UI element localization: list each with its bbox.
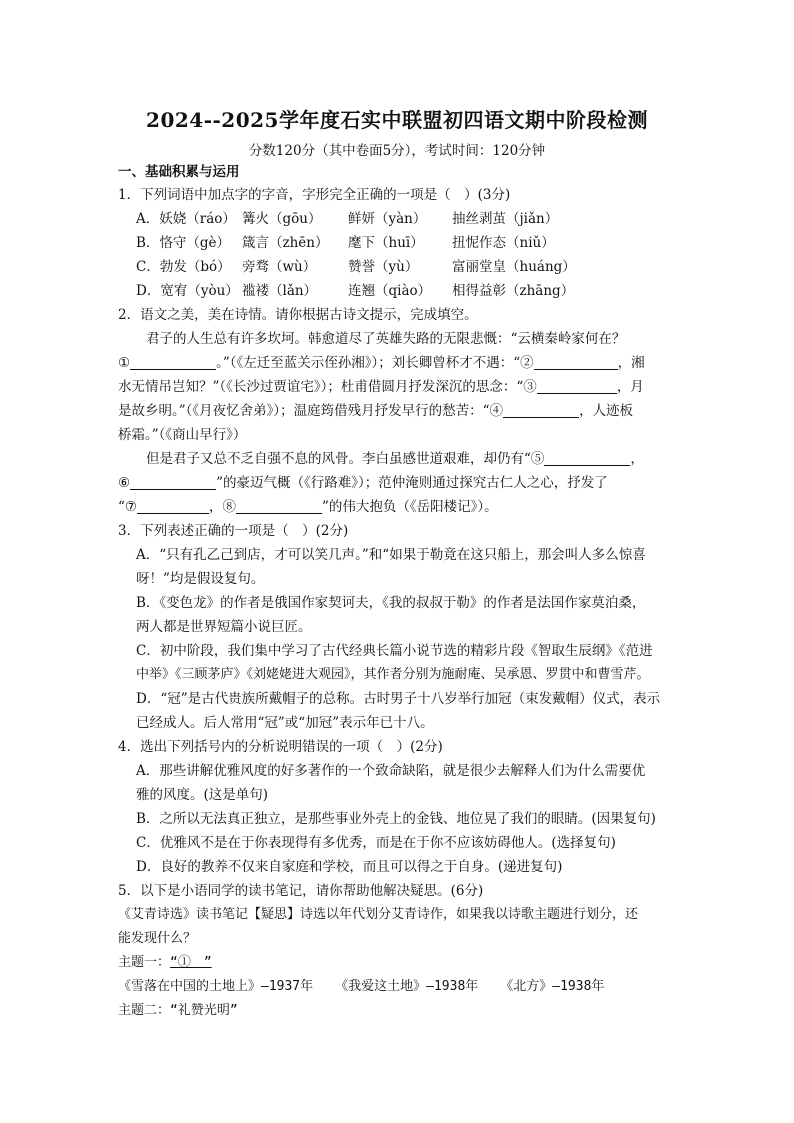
q1-a-4: 抽丝剥茧（jiǎn） — [452, 211, 559, 227]
q2-blank-6[interactable] — [130, 473, 216, 490]
q2-blank-1[interactable] — [130, 353, 216, 370]
q1-option-b — [118, 231, 678, 255]
q1-d-4: 相得益彰（zhāng） — [452, 283, 575, 299]
q3-option-c-line1: C．初中阶段，我们集中学习了古代经典长篇小说节选的精彩片段《智取生辰纲》《范进 — [136, 643, 653, 659]
q2-label-6: ⑥ — [118, 475, 131, 491]
q1-b-2: 箴言（zhēn） — [242, 235, 329, 251]
q5-work-2: 《我爱这土地》—1938年 — [335, 979, 479, 994]
q2-text-6: ”的豪迈气概（《行路难》）；范仲淹则通过探究古仁人之心，抒发了 — [216, 475, 608, 491]
q2-p2-line1 — [118, 447, 678, 471]
q1-c-3: 赞誉（yù） — [348, 259, 419, 275]
q1-d-3: 连翘（qiào） — [348, 283, 432, 299]
q2-text-4b: ，人迹板 — [579, 403, 634, 419]
q1-d-1: D．宽宥（yòu） — [136, 283, 239, 299]
q2-blank-2[interactable] — [534, 353, 618, 370]
q2-p1-line5: 桥霜。”（《商山早行》） — [118, 427, 247, 443]
q1-option-c — [118, 255, 678, 279]
q2-p1-line4 — [118, 399, 678, 423]
q5-theme1 — [118, 951, 678, 975]
q1-c-2: 旁骛（wù） — [242, 259, 317, 275]
q2-p2-line2 — [118, 471, 678, 495]
q3-stem: 3．下列表述正确的一项是（ ）(2分) — [118, 523, 349, 539]
q2-label-7: “⑦ — [118, 499, 138, 515]
q2-blank-4[interactable] — [503, 401, 579, 418]
q1-c-4: 富丽堂皇（huáng） — [452, 259, 576, 275]
q2-p1-line1: 君子的人生总有许多坎坷。韩愈道尽了英雄失路的无限悲慨：“云横秦岭家何在？ — [146, 331, 626, 347]
q1-c-1: C．勃发（bó） — [136, 259, 231, 275]
q1-a-1: A．妖娆（ráo） — [136, 211, 236, 227]
q2-text-5b: ， — [630, 451, 644, 467]
q5-theme1-blank[interactable]: “① ” — [170, 955, 212, 970]
q3-option-a-line2: 呀！”均是假设复句。 — [136, 571, 265, 587]
q3-option-d-line2: 已经成人。后人常用“冠”或“加冠”表示年已十八。 — [136, 715, 434, 731]
q2-text-3b: ，月 — [616, 379, 644, 395]
q2-label-8: ，⑧ — [209, 499, 237, 515]
q1-option-a — [118, 207, 678, 231]
q2-stem: 2．语文之美，美在诗情。请你根据古诗文提示，完成填空。 — [118, 307, 478, 323]
q2-blank-5[interactable] — [544, 449, 630, 466]
q2-text-3: 水无情吊岂知？”（《长沙过贾谊宅》）；杜甫借圆月抒发深沉的思念：“③ — [118, 379, 537, 395]
q1-stem: 1．下列词语中加点字的字音，字形完全正确的一项是（ ）(3分) — [118, 187, 511, 203]
q1-b-4: 扭怩作态（niǔ） — [452, 235, 555, 251]
q4-option-a-line1: A．那些讲解优雅风度的好多著作的一个致命缺陷，就是很少去解释人们为什么需要优 — [136, 763, 646, 779]
q5-theme2 — [118, 999, 678, 1023]
q5-theme1-label: 主题一： — [118, 955, 171, 970]
q4-option-a-line2: 雅的风度。(这是单句) — [136, 787, 269, 803]
q2-text-2b: ，湘 — [617, 355, 645, 371]
q4-option-d: D．良好的教养不仅来自家庭和学校，而且可以得之于自身。(递进复句) — [136, 859, 563, 875]
q5-stem: 5．以下是小语同学的读书笔记，请你帮助他解决疑思。(6分) — [118, 883, 484, 899]
q4-option-b: B．之所以无法真正独立，是那些事业外壳上的金钱、地位晃了我们的眼睛。(因果复句) — [136, 811, 656, 827]
q5-work-3: 《北方》—1938年 — [500, 979, 605, 994]
q2-blank-3[interactable] — [537, 377, 617, 394]
q1-option-d — [118, 279, 678, 303]
q2-blank-7[interactable] — [137, 497, 209, 514]
q2-text-2: 。”（《左迁至蓝关示侄孙湘》）；刘长卿曾杯才不遇：“② — [216, 355, 534, 371]
exam-subtitle: 分数120分（其中卷面5分），考试时间：120分钟 — [248, 143, 546, 159]
q2-text-4: 是故乡明。”（《月夜忆舍弟》）；温庭筠借残月抒发早行的愁苦：“④ — [118, 403, 504, 419]
q2-text-8: ”的伟大抱负（《岳阳楼记》）。 — [322, 499, 498, 515]
q2-blank-8[interactable] — [236, 497, 322, 514]
q5-theme2-value: “礼赞光明” — [170, 1003, 238, 1018]
q3-option-c-line2: 中举》《三顾茅庐》《刘姥姥进大观园》，其作者分别为施耐庵、吴承恩、罗贯中和曹雪芹。 — [136, 667, 650, 682]
q5-note-line2: 能发现什么？ — [118, 931, 197, 946]
q3-option-b-line1: B．《变色龙》的作者是俄国作家契诃夫，《我的叔叔于勒》的作者是法国作家莫泊桑， — [136, 595, 646, 611]
q5-theme2-label: 主题二： — [118, 1003, 171, 1018]
q2-p1-line2 — [118, 351, 678, 375]
q5-works — [118, 975, 678, 999]
q1-d-2: 褴褛（lǎn） — [242, 283, 318, 299]
q2-p1-line3 — [118, 375, 678, 399]
q3-option-d-line1: D．“冠”是古代贵族所戴帽子的总称。古时男子十八岁举行加冠（束发戴帽）仪式，表示 — [136, 691, 661, 707]
exam-title: 2024--2025学年度石实中联盟初四语文期中阶段检测 — [146, 108, 648, 132]
q5-work-1: 《雪落在中国的土地上》—1937年 — [118, 979, 314, 994]
q4-option-c: C．优雅风不是在于你表现得有多优秀，而是在于你不应该妨碍他人。(选择复句) — [136, 835, 616, 851]
q3-option-b-line2: 两人都是世界短篇小说巨匠。 — [136, 619, 312, 635]
q2-p2-line3 — [118, 495, 678, 519]
q5-note-line1: 《艾青诗选》读书笔记【疑思】诗选以年代划分艾青诗作，如果我以诗歌主题进行划分，还 — [118, 907, 639, 922]
section-heading: 一、基础积累与运用 — [118, 164, 240, 180]
q2-text-5: 但是君子又总不乏自强不息的风骨。李白虽感世道艰难，却仍有“⑤ — [146, 451, 545, 467]
q3-option-a-line1: A．“只有孔乙己到店，才可以笑几声。”和“如果于勒竟在这只船上，那会叫人多么惊喜 — [136, 547, 646, 563]
q1-a-3: 鲜妍（yàn） — [348, 211, 427, 227]
exam-content — [118, 161, 678, 1023]
q2-label-1: ① — [118, 355, 131, 371]
q4-stem: 4．选出下列括号内的分析说明错误的一项（ ）(2分) — [118, 739, 443, 755]
q1-a-2: 篝火（gōu） — [242, 211, 322, 227]
q1-b-1: B．恪守（gè） — [136, 235, 231, 251]
q1-b-3: 麾下（huī） — [348, 235, 424, 251]
